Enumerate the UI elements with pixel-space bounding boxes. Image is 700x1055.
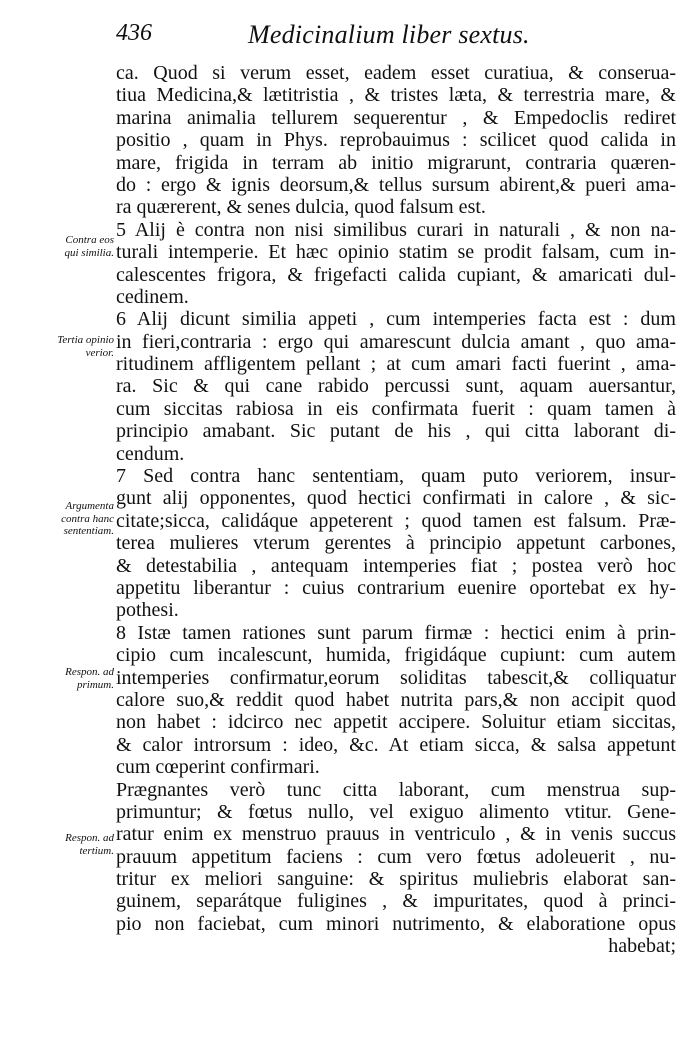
margin-note-respon-primum	[22, 666, 114, 691]
text-line: ritudinem affligentem pellant ; at cum amari facti fuerint , ama-	[116, 353, 676, 376]
margin-note-line: tertium.	[79, 844, 114, 857]
margin-note-line: contra hanc	[61, 512, 114, 525]
text-line: non habet : idcirco nec appetit accipere. Soluitur etiam siccitas,	[116, 711, 676, 734]
margin-note-line: sententiam.	[63, 525, 114, 537]
text-line: ra quærerent, & senes dulcia, quod falsum est.	[116, 196, 486, 219]
text-line: 8 Istæ tamen rationes sunt parum firmæ : hectici enim à prin-	[116, 621, 676, 644]
text-line: tiua Medicina,& lætitristia , & tristes læta, & terrestria mare, &	[116, 84, 676, 107]
text-line: intemperies confirmatur,eorum soliditas tabescit,& colliquatur	[116, 666, 676, 689]
text-line: principio amabant. Sic putant de his , qui citta laborant di-	[116, 420, 676, 443]
text-line: 5 Alij è contra non nisi similibus curari in naturali , & non na-	[116, 218, 676, 241]
text-line: cipio cum incalescunt, humida, frigidáque cupiunt: cum autem	[116, 644, 676, 667]
text-line: ratur enim ex menstruo prauus in ventriculo , & in venis succus	[116, 823, 676, 846]
text-line: calescentes frigora, & frigefacti calida cupiant, & amaricati dul-	[116, 263, 676, 286]
text-line: & calor introrsum : ideo, &c. At etiam sicca, & salsa appetunt	[116, 733, 676, 756]
text-line: cendum.	[116, 442, 185, 465]
text-line: 7 Sed contra hanc sententiam, quam puto veriorem, insur-	[116, 465, 676, 488]
text-line: cum cœperint confirmari.	[116, 756, 320, 779]
margin-note-line: Respon. ad	[65, 832, 114, 844]
text-line: mare, frigida in terram ab initio migrarunt, contraria quæren-	[116, 151, 676, 174]
text-line: calore suo,& reddit quod habet nutrita pars,& non accipit quod	[116, 688, 676, 711]
margin-note-line: Contra eos	[65, 234, 114, 246]
text-line: positio , quam in Phys. reprobauimus : scilicet quod calida in	[116, 129, 676, 152]
text-line: in fieri,contraria : ergo qui amarescunt dulcia amant , quo ama-	[116, 330, 676, 353]
margin-note-line: Tertia opinio	[57, 334, 114, 346]
text-line: turali intemperie. Et hæc opinio statim se prodit falsam, cum in-	[116, 241, 676, 264]
text-line: Prægnantes verò tunc citta laborant, cum menstrua sup-	[116, 778, 676, 801]
margin-note-tertia-opinio	[22, 334, 114, 359]
text-line: pothesi.	[116, 599, 179, 622]
text-line: cum siccitas rabiosa in eis confirmata fuerit : quam tamen à	[116, 397, 676, 420]
text-line: guinem, separátque fuligines , & impuritates, quod à princi-	[116, 890, 676, 913]
text-line: marina animalia tellurem sequerentur , & Empedoclis rediret	[116, 106, 676, 129]
margin-note-line: Respon. ad	[65, 666, 114, 678]
text-line: prauum appetitum faciens : cum vero fœtus adoleuerit , nu-	[116, 845, 676, 868]
margin-note-contra-eos	[22, 234, 114, 259]
text-line: gunt alij opponentes, quod hectici confirmati in calore , & sic-	[116, 487, 676, 510]
margin-note-respon-tertium	[22, 832, 114, 857]
text-line: tritur ex meliori sanguine: & spiritus muliebris elaborat san-	[116, 868, 676, 891]
margin-note-line: Argumenta	[65, 500, 114, 512]
text-line: cedinem.	[116, 285, 189, 308]
text-line: ra. Sic & qui cane rabido percussi sunt, aquam auersantur,	[116, 375, 676, 398]
text-line: citate;sicca, calidáque appeterent ; quod tamen est falsum. Præ-	[116, 509, 676, 532]
text-line: do : ergo & ignis deorsum,& tellus sursum abirent,& pueri ama-	[116, 173, 676, 196]
text-line: & detestabilia , antequam intemperies fiat ; postea verò hoc	[116, 554, 676, 577]
running-title: Medicinalium liber sextus.	[248, 20, 530, 49]
text-line: terea mulieres vterum gerentes à principio appetunt carbones,	[116, 532, 676, 555]
text-line: appetitu liberantur : cuius contrarium euenire oportebat ex hy-	[116, 576, 676, 599]
text-line: ca. Quod si verum esset, eadem esset curatiua, & conserua-	[116, 62, 676, 84]
body-text	[116, 62, 676, 958]
page-number: 436	[116, 20, 152, 46]
margin-note-argumenta	[22, 500, 114, 538]
margin-note-line: verior.	[85, 346, 114, 359]
text-line: habebat;	[608, 935, 676, 958]
text-line: primuntur; & fœtus nullo, vel exiguo alimento vtitur. Gene-	[116, 800, 676, 823]
margin-note-line: primum.	[77, 678, 114, 691]
margin-note-line: qui similia.	[64, 246, 114, 259]
text-line: 6 Alij dicunt similia appeti , cum intemperies facta est : dum	[116, 308, 676, 331]
text-line: pio non faciebat, cum minori nutrimento, & elaboratione opus	[116, 912, 676, 935]
